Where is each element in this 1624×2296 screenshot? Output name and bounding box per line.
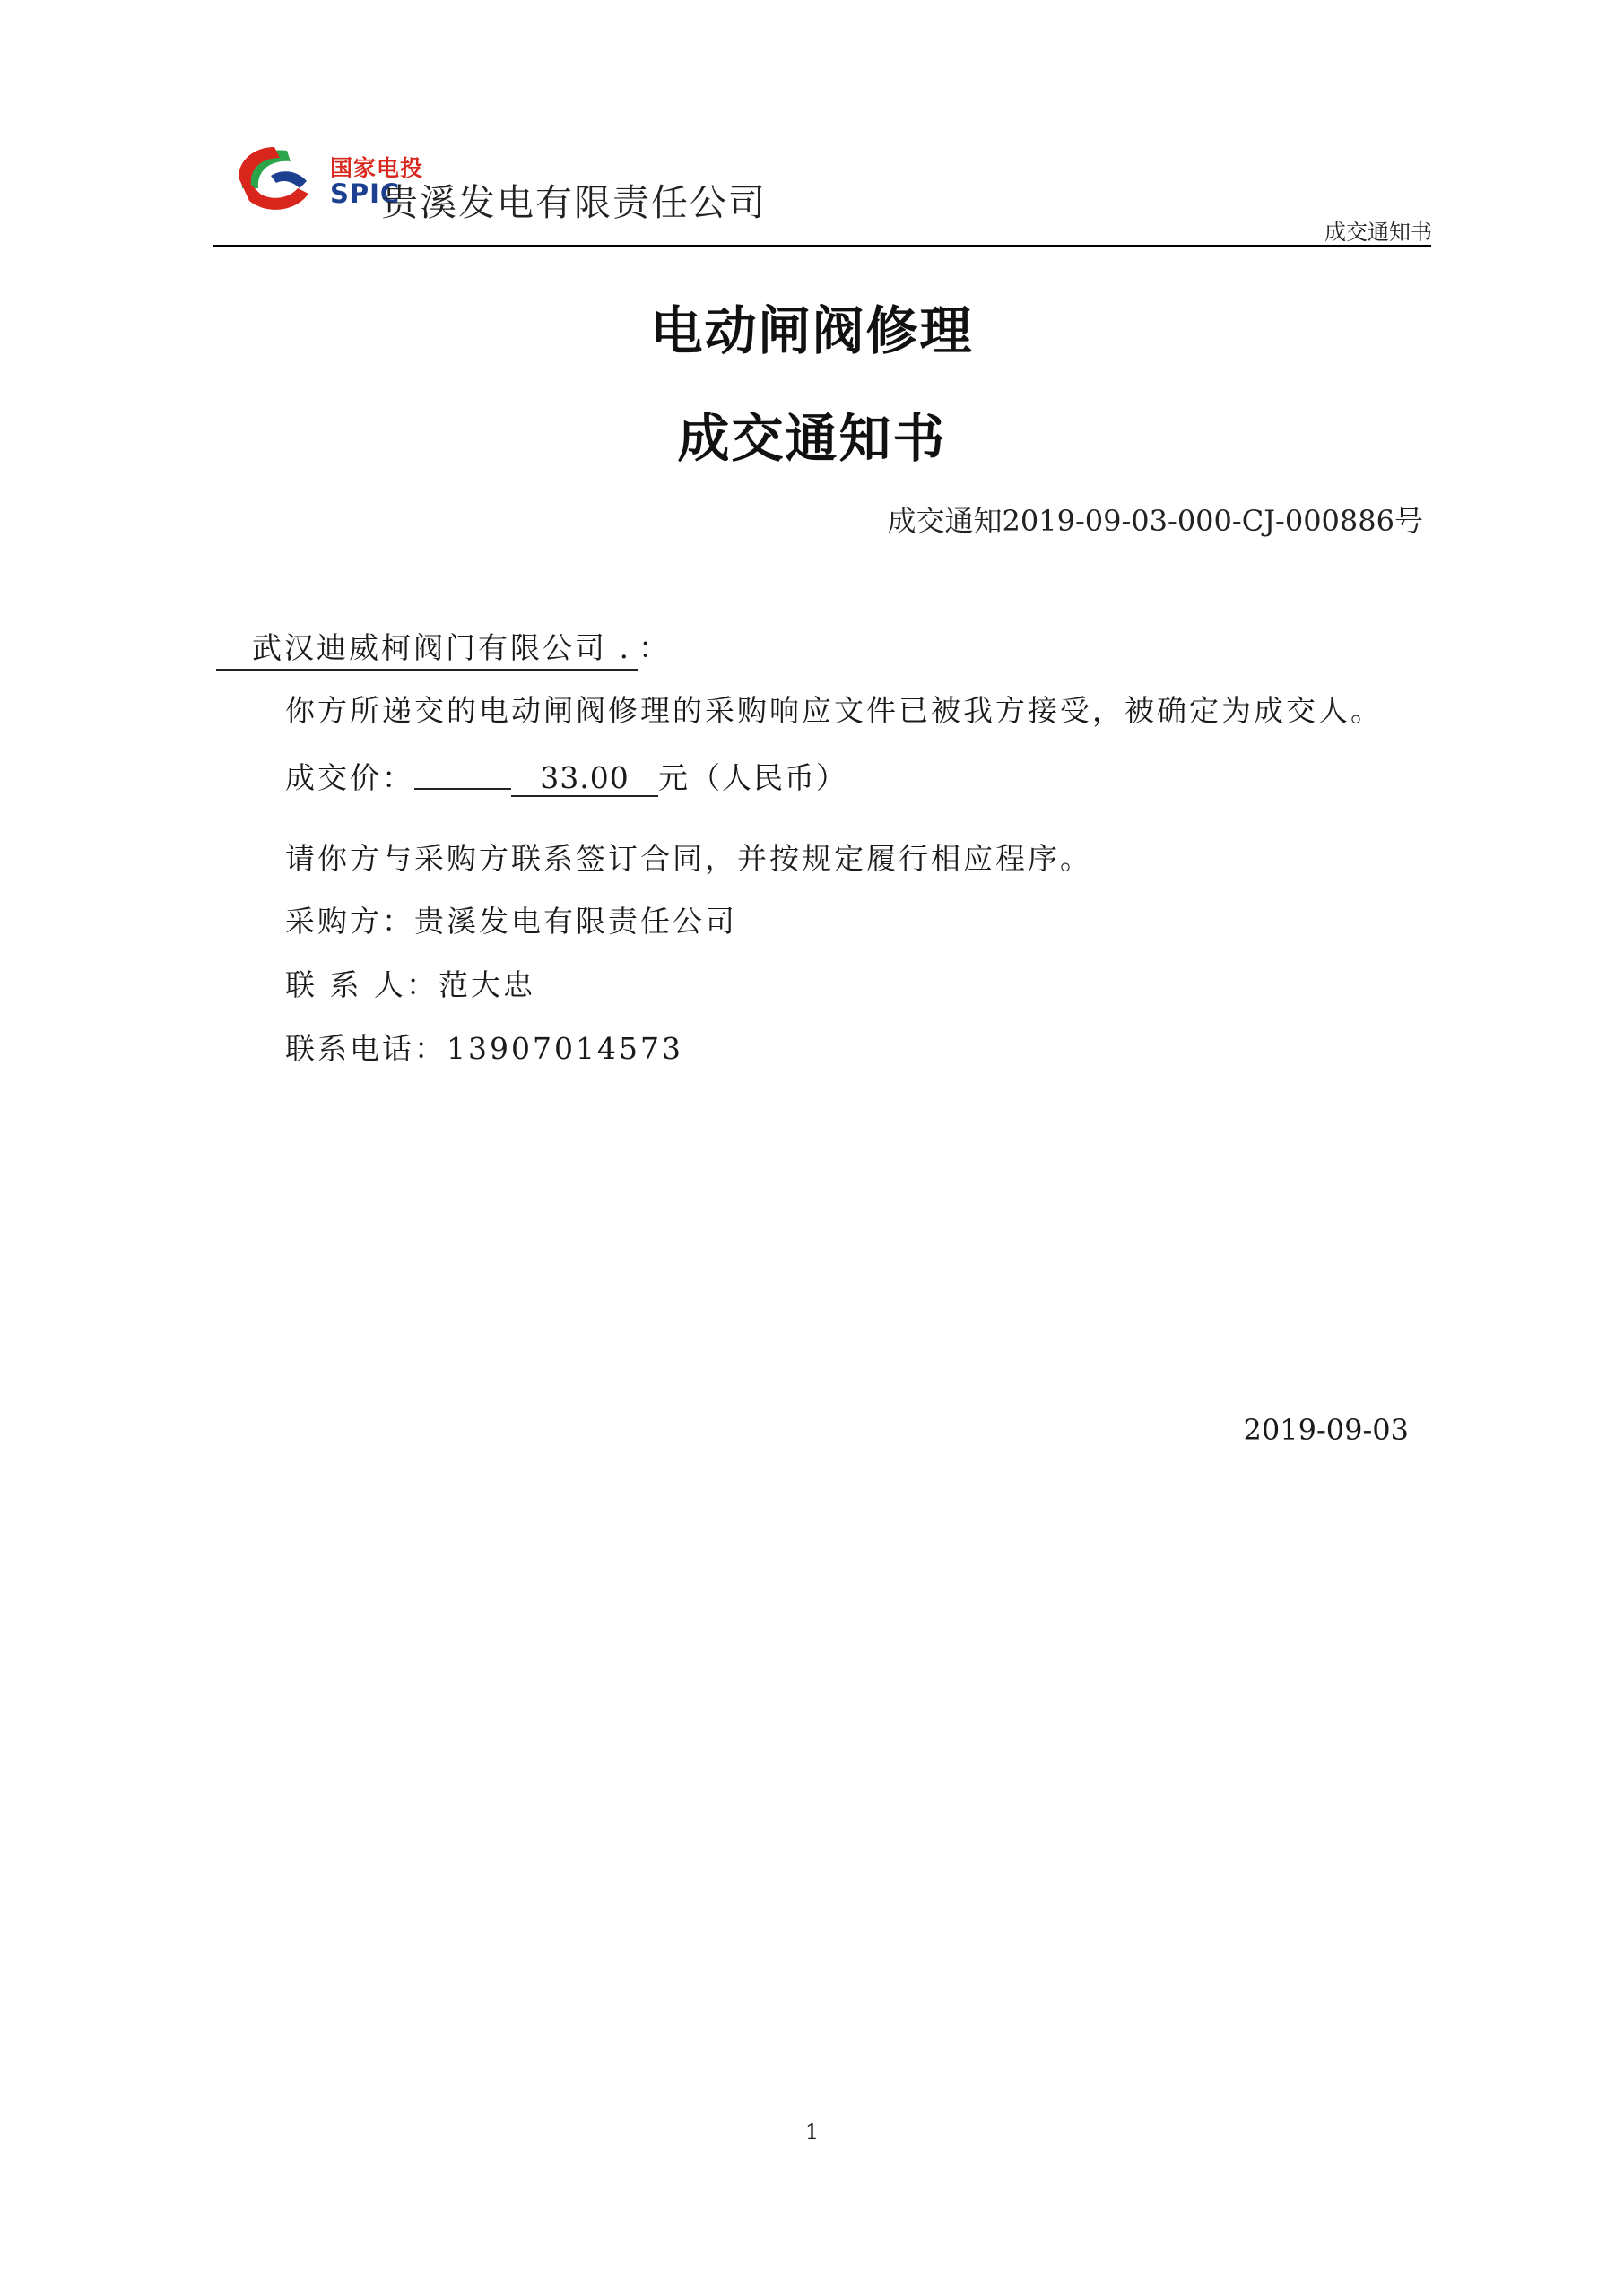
acceptance-paragraph: 你方所递交的电动闸阀修理的采购响应文件已被我方接受，被确定为成交人。 bbox=[285, 693, 1383, 728]
header-rule bbox=[213, 245, 1431, 247]
document-number: 成交通知2019-09-03-000-CJ-000886号 bbox=[887, 504, 1423, 538]
recipient-suffix: ： bbox=[638, 630, 671, 665]
company-name: 贵溪发电有限责任公司 bbox=[381, 181, 767, 224]
price-blank bbox=[414, 761, 511, 790]
phone-line: 联系电话：13907014573 bbox=[285, 1031, 683, 1066]
price-currency: （人民币） bbox=[690, 760, 847, 795]
recipient-name: 武汉迪威柯阀门有限公司 . bbox=[216, 625, 638, 671]
price-value: 33.00 bbox=[511, 760, 658, 797]
recipient-line bbox=[216, 625, 671, 671]
notice-title: 成交通知书 bbox=[677, 408, 947, 469]
logo-en-text: SPIC bbox=[330, 178, 401, 209]
project-title: 电动闸阀修理 bbox=[650, 300, 974, 361]
contact-line: 联 系 人：范大忠 bbox=[285, 967, 535, 1002]
issue-date: 2019-09-03 bbox=[1243, 1413, 1409, 1447]
page-number: 1 bbox=[804, 2119, 820, 2144]
header-doc-type: 成交通知书 bbox=[1324, 220, 1432, 245]
spic-logo bbox=[235, 142, 317, 213]
price-label: 成交价： bbox=[285, 760, 414, 795]
price-line bbox=[285, 755, 847, 797]
buyer-line: 采购方：贵溪发电有限责任公司 bbox=[285, 904, 737, 939]
logo-cn-text: 国家电投 bbox=[330, 155, 424, 181]
price-unit: 元 bbox=[658, 760, 690, 795]
sign-instruction: 请你方与采购方联系签订合同，并按规定履行相应程序。 bbox=[285, 841, 1092, 876]
